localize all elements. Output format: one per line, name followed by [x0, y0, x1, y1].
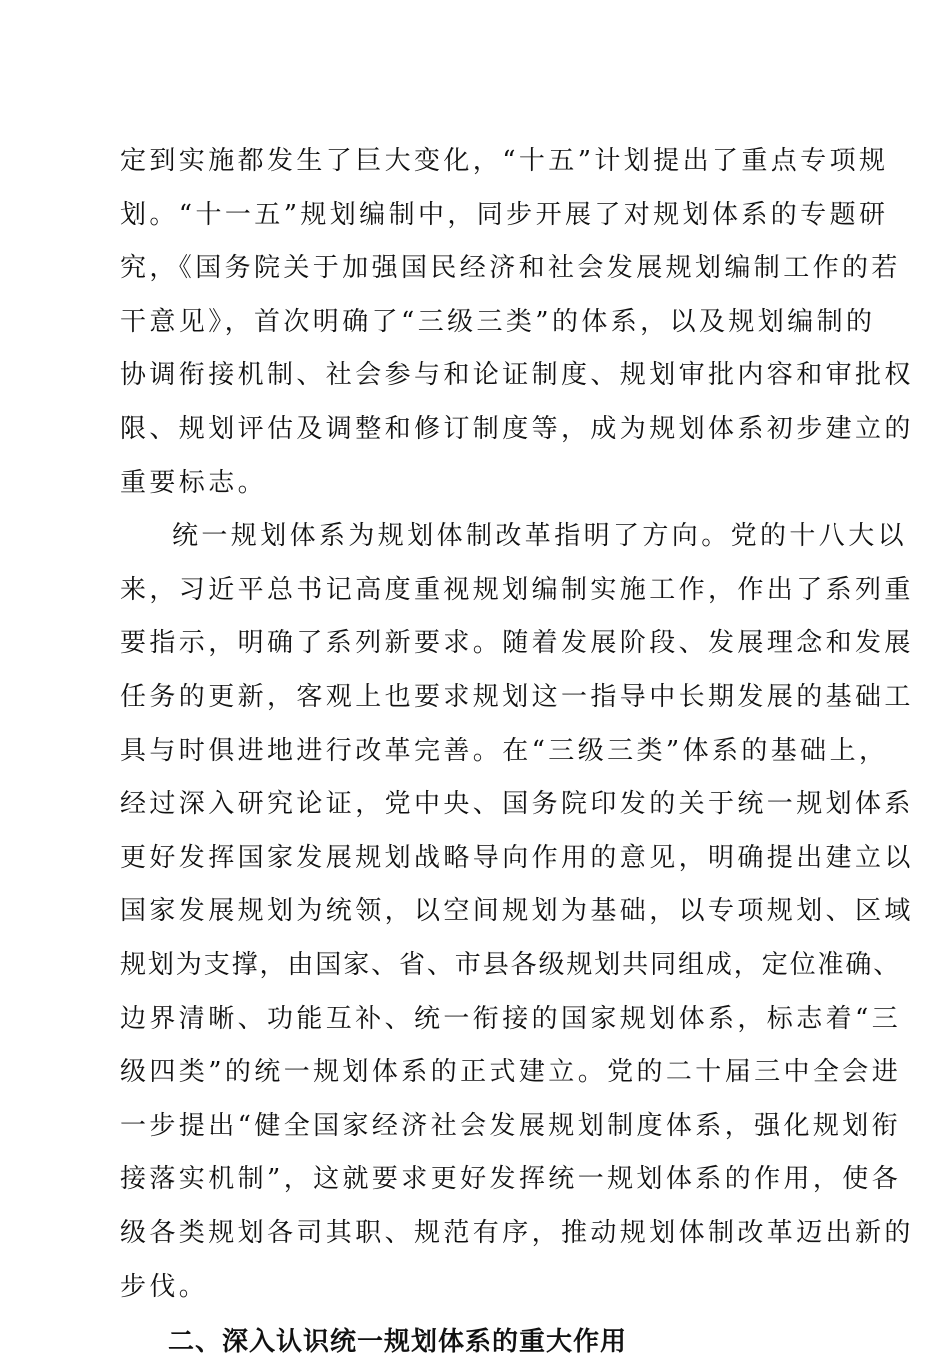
text-line: 步伐。 [120, 1271, 209, 1302]
text-line: 接落实机制”，这就要求更好发挥统一规划体系的作用，使各 [120, 1164, 902, 1195]
text-line: 究，《国务院关于加强国民经济和社会发展规划编制工作的若 [120, 253, 901, 284]
section-heading: 二、深入认识统一规划体系的重大作用 [168, 1327, 628, 1358]
text-line: 一步提出“健全国家经济社会发展规划制度体系，强化规划衔 [120, 1110, 902, 1141]
text-line: 级各类规划各司其职、规范有序，推动规划体制改革迈出新的 [120, 1218, 914, 1248]
text-line: 规划为支撑，由国家、省、市县各级规划共同组成，定位准确、 [120, 950, 902, 980]
text-line: 具与时俱进地进行改革完善。在“三级三类”体系的基础上， [120, 735, 889, 766]
text-line: 划。“十一五”规划编制中，同步开展了对规划体系的专题研 [120, 199, 889, 230]
text-line: 协调衔接机制、社会参与和论证制度、规划审批内容和审批权 [120, 360, 914, 391]
text-line: 要指示，明确了系列新要求。随着发展阶段、发展理念和发展 [120, 628, 914, 659]
text-line: 定到实施都发生了巨大变化，“十五”计划提出了重点专项规 [120, 146, 889, 176]
text-line: 限、规划评估及调整和修订制度等，成为规划体系初步建立的 [120, 414, 914, 444]
text-line: 经过深入研究论证，党中央、国务院印发的关于统一规划体系 [120, 789, 914, 820]
text-line: 边界清晰、功能互补、统一衔接的国家规划体系，标志着“三 [120, 1003, 902, 1034]
text-line: 重要标志。 [120, 467, 268, 498]
text-line: 国家发展规划为统领，以空间规划为基础，以专项规划、区域 [120, 896, 914, 927]
text-line: 干意见》，首次明确了“三级三类”的体系，以及规划编制的 [120, 306, 876, 337]
text-line: 统一规划体系为规划体制改革指明了方向。党的十八大以 [172, 521, 908, 552]
text-line: 更好发挥国家发展规划战略导向作用的意见，明确提出建立以 [120, 842, 914, 873]
text-line: 来，习近平总书记高度重视规划编制实施工作，作出了系列重 [120, 574, 914, 605]
text-line: 任务的更新，客观上也要求规划这一指导中长期发展的基础工 [120, 682, 914, 712]
text-line: 级四类”的统一规划体系的正式建立。党的二十届三中全会进 [120, 1057, 902, 1088]
